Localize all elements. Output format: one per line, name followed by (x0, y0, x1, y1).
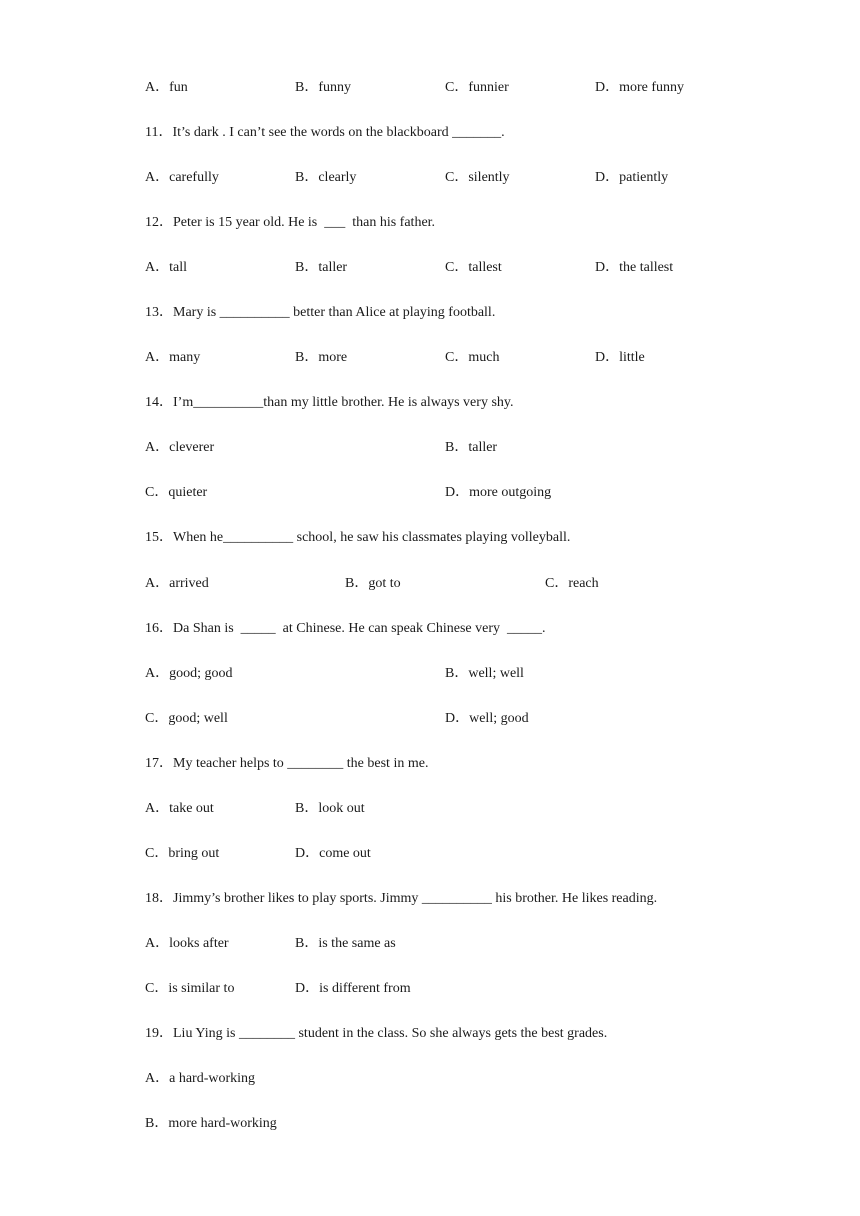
q18-option-c: C．is similar to (145, 981, 235, 996)
q17-option-b: B．look out (295, 801, 365, 816)
q13-option-a: A．many (145, 350, 201, 365)
q16-option-d: D．well; good (445, 711, 529, 726)
q15-stem: 15．When he__________ school, he saw his classmates playing volleyball. (145, 530, 571, 545)
q19-option-a: A．a hard-working (145, 1071, 256, 1086)
q12-option-d: D．the tallest (595, 260, 674, 275)
q10-option-d: D．more funny (595, 80, 685, 95)
q19-option-b: B．more hard-working (145, 1116, 277, 1131)
q17-option-c: C．bring out (145, 846, 220, 861)
q16-option-b: B．well; well (445, 666, 524, 681)
q17-option-d: D．come out (295, 846, 371, 861)
q16-stem: 16．Da Shan is _____ at Chinese. He can speak Chinese very _____. (145, 621, 546, 636)
q13-stem: 13．Mary is __________ better than Alice at playing football. (145, 305, 496, 320)
q14-option-a: A．cleverer (145, 440, 215, 455)
q18-option-d: D．is different from (295, 981, 411, 996)
q11-option-d: D．patiently (595, 170, 669, 185)
q12-option-c: C．tallest (445, 260, 502, 275)
q18-option-a: A．looks after (145, 936, 229, 951)
q16-option-c: C．good; well (145, 711, 228, 726)
q14-option-c: C．quieter (145, 485, 208, 500)
q15-option-a: A．arrived (145, 576, 209, 591)
q12-stem: 12．Peter is 15 year old. He is ___ than his father. (145, 215, 436, 230)
q10-option-c: C．funnier (445, 80, 509, 95)
q13-option-d: D．little (595, 350, 645, 365)
q18-option-b: B．is the same as (295, 936, 396, 951)
q11-stem: 11．It’s dark . I can’t see the words on the blackboard _______. (145, 125, 505, 140)
q12-option-b: B．taller (295, 260, 348, 275)
q17-stem: 17．My teacher helps to ________ the best in me. (145, 756, 429, 771)
q13-option-c: C．much (445, 350, 500, 365)
q17-option-a: A．take out (145, 801, 214, 816)
q15-option-b: B．got to (345, 576, 401, 591)
q13-option-b: B．more (295, 350, 348, 365)
q16-option-a: A．good; good (145, 666, 233, 681)
q19-stem: 19．Liu Ying is ________ student in the class. So she always gets the best grades. (145, 1026, 608, 1041)
q12-option-a: A．tall (145, 260, 187, 275)
q11-option-b: B．clearly (295, 170, 357, 185)
q18-stem: 18．Jimmy’s brother likes to play sports. Jimmy __________ his brother. He likes reading. (145, 891, 658, 906)
q11-option-a: A．carefully (145, 170, 219, 185)
q14-stem: 14．I’m__________than my little brother. He is always very shy. (145, 395, 514, 410)
q14-option-d: D．more outgoing (445, 485, 552, 500)
q10-option-b: B．funny (295, 80, 351, 95)
q14-option-b: B．taller (445, 440, 498, 455)
q15-option-c: C．reach (545, 576, 599, 591)
q10-option-a: A．fun (145, 80, 188, 95)
q11-option-c: C．silently (445, 170, 510, 185)
